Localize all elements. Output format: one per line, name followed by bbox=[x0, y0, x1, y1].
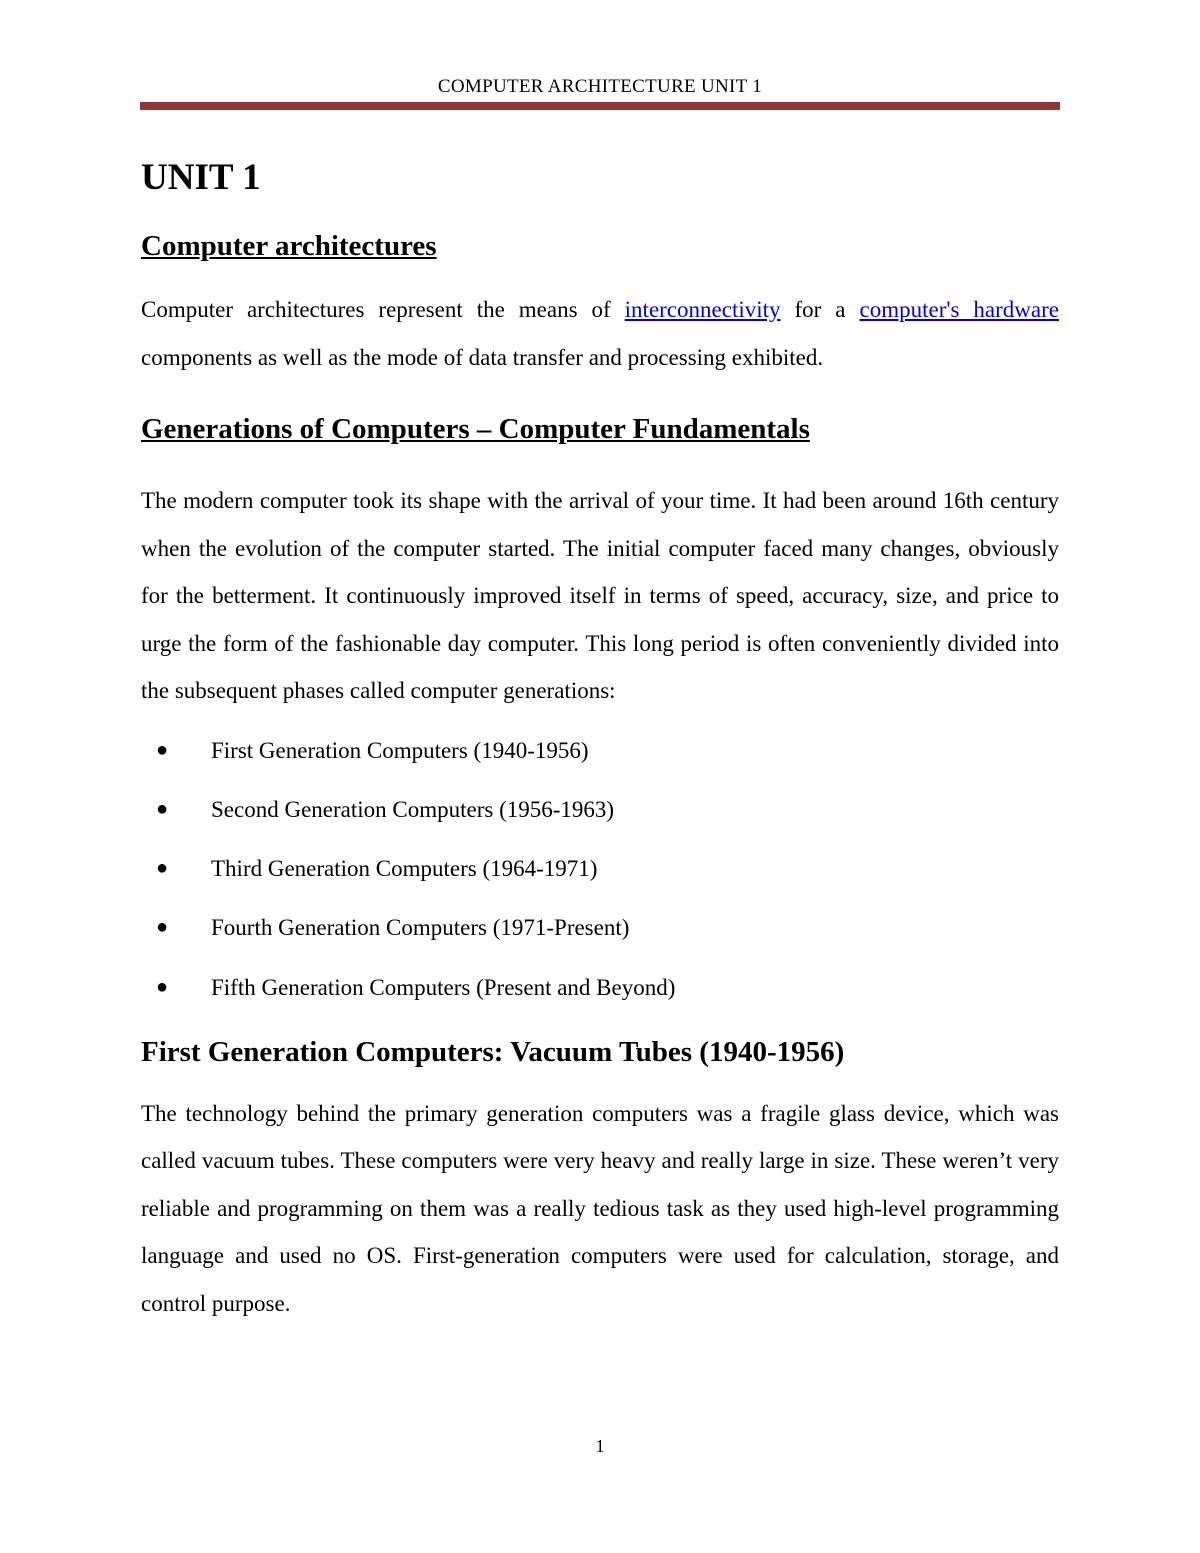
architectures-text-3: components as well as the mode of data transfer and processing exhibited. bbox=[141, 344, 824, 370]
generations-paragraph: The modern computer took its shape with the arrival of your time. It had been around 16th century when the evolution of the computer started. The initial computer faced many changes, obviously for the betterment. It continuously improved itself in terms of speed, accuracy, size, and price to urge the form of the fashionable day computer. This long period is often conveniently divided into the subsequent phases called computer generations: bbox=[141, 488, 1059, 703]
list-item bbox=[141, 898, 1059, 957]
bullet-icon: ● bbox=[156, 738, 169, 761]
header-rule bbox=[140, 102, 1060, 110]
list-item bbox=[141, 958, 1059, 1017]
list-item bbox=[141, 721, 1059, 780]
heading-generations: Generations of Computers – Computer Fundamentals bbox=[141, 413, 810, 445]
list-item bbox=[141, 839, 1059, 898]
architectures-text-1: Computer architectures represent the means of bbox=[141, 297, 625, 322]
first-generation-paragraph: The technology behind the primary generation computers was a fragile glass device, which was called vacuum tubes. These computers were very heavy and really large in size. These weren’t very reliable and programming on them was a really tedious task as they used high-level programming language and used no OS. First-generation computers were used for calculation, storage, and control purpose. bbox=[141, 1100, 1059, 1316]
bullet-icon: ● bbox=[156, 857, 169, 880]
list-item-text: First Generation Computers (1940-1956) bbox=[211, 737, 589, 763]
list-item-text: Second Generation Computers (1956-1963) bbox=[211, 796, 615, 822]
list-item-text: Fifth Generation Computers (Present and Beyond) bbox=[211, 974, 676, 1000]
heading-first-generation: First Generation Computers: Vacuum Tubes (1940-1956) bbox=[141, 1035, 845, 1068]
document-body bbox=[141, 150, 1059, 1327]
architectures-paragraph bbox=[141, 286, 1059, 381]
bullet-icon: ● bbox=[156, 797, 169, 820]
bullet-icon: ● bbox=[156, 975, 169, 998]
list-item bbox=[141, 780, 1059, 839]
architectures-text-2: for a bbox=[780, 297, 860, 322]
generations-list bbox=[141, 721, 1059, 1017]
page-number: 1 bbox=[595, 1436, 605, 1456]
bullet-icon: ● bbox=[156, 916, 169, 939]
list-item-text: Fourth Generation Computers (1971-Present) bbox=[211, 915, 630, 941]
unit-title: UNIT 1 bbox=[141, 157, 261, 198]
interconnectivity-link[interactable]: interconnectivity bbox=[624, 297, 781, 322]
heading-computer-architectures: Computer architectures bbox=[141, 230, 437, 262]
page-header: COMPUTER ARCHITECTURE UNIT 1 bbox=[437, 76, 763, 97]
list-item-text: Third Generation Computers (1964-1971) bbox=[211, 856, 598, 882]
computer-hardware-link[interactable]: computer's hardware bbox=[859, 297, 1059, 322]
